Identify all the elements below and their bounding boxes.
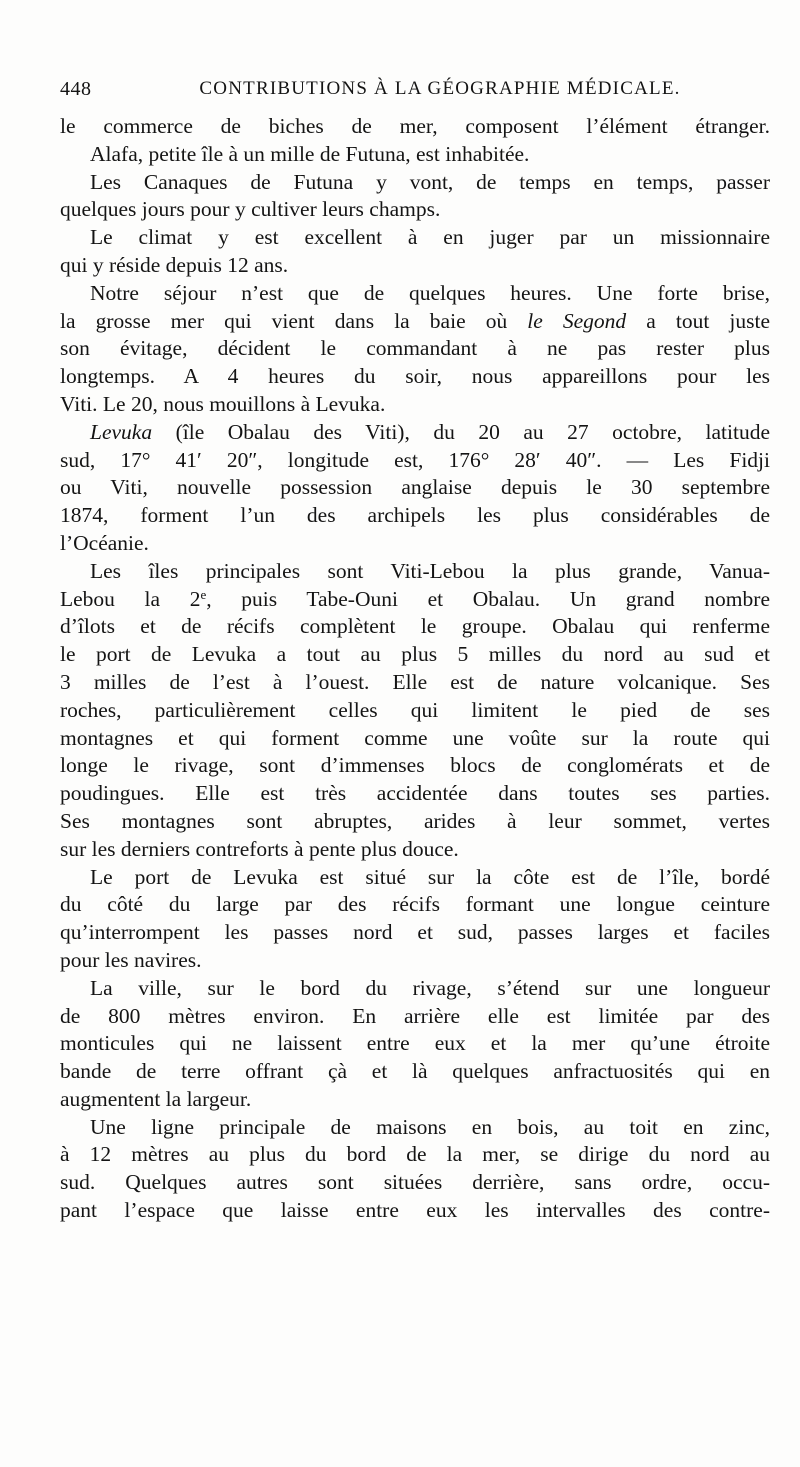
text-run: le commerce de biches de mer, composent l’élément étranger.: [60, 114, 770, 138]
text-run: 1874, forment l’un des archipels les plus considérables de: [60, 503, 770, 528]
text-run: (île Obalau des Viti), du 20 au 27 octobre, latitude: [152, 419, 770, 444]
text-run: Viti. Le 20, nous mouillons à Levuka.: [60, 391, 386, 416]
text-line: [60, 752, 770, 780]
text-run: La ville, sur le bord du rivage, s’étend sur une longueur: [90, 975, 770, 1000]
text-run: d’îlots et de récifs complètent le groupe. Obalau qui renferme: [60, 614, 770, 639]
text-line: [60, 947, 770, 975]
text-run: son évitage, décident le commandant à ne pas rester plus: [60, 336, 770, 361]
text-line: [60, 169, 770, 197]
text-run: Le climat y est excellent à en juger par un missionnaire: [90, 225, 770, 250]
text-line: [60, 474, 770, 502]
text-run: du côté du large par des récifs formant une longue ceinture: [60, 892, 770, 917]
text-line: [60, 725, 770, 753]
text-run: augmentent la largeur.: [60, 1086, 252, 1111]
text-run: a tout juste: [626, 308, 770, 333]
text-run: sud. Quelques autres sont situées derrière, sans ordre, occu-: [60, 1170, 770, 1195]
superscript-text: e: [200, 586, 207, 602]
text-line: [60, 419, 770, 447]
text-line: [60, 1086, 770, 1114]
text-line: [60, 1030, 770, 1058]
text-run: Lebou la 2: [60, 586, 201, 611]
running-title: CONTRIBUTIONS À LA GÉOGRAPHIE MÉDICALE.: [199, 78, 681, 99]
text-line: [60, 280, 770, 308]
text-run: à 12 mètres au plus du bord de la mer, se dirige du nord au: [60, 1142, 770, 1167]
text-run: ou Viti, nouvelle possession anglaise depuis le 30 septembre: [60, 475, 770, 500]
text-run: Notre séjour n’est que de quelques heures. Une forte brise,: [90, 280, 770, 305]
text-line: [60, 613, 770, 641]
italic-text: Levuka: [90, 419, 153, 444]
text-line: [60, 447, 770, 475]
text-line: [60, 891, 770, 919]
text-run: Ses montagnes sont abruptes, arides à leur sommet, vertes: [60, 808, 770, 833]
text-run: montagnes et qui forment comme une voûte sur la route qui: [60, 725, 770, 750]
text-line: [60, 697, 770, 725]
text-line: [60, 141, 770, 169]
text-line: [60, 530, 770, 558]
page-number: 448: [60, 78, 92, 100]
text-line: [60, 919, 770, 947]
text-line: [60, 1003, 770, 1031]
text-run: longtemps. A 4 heures du soir, nous appareillons pour les: [60, 364, 770, 389]
text-run: quelques jours pour y cultiver leurs champs.: [60, 197, 441, 222]
text-line: [60, 558, 770, 586]
text-run: roches, particulièrement celles qui limitent le pied de ses: [60, 697, 770, 722]
text-run: sur les derniers contreforts à pente plus douce.: [60, 836, 459, 861]
text-line: [60, 1114, 770, 1142]
text-run: l’Océanie.: [60, 530, 149, 555]
text-run: la grosse mer qui vient dans la baie où: [60, 308, 528, 333]
text-line: [60, 975, 770, 1003]
text-line: [60, 586, 770, 614]
text-line: [60, 808, 770, 836]
running-head: [60, 78, 770, 102]
text-run: pour les navires.: [60, 947, 202, 972]
text-run: Les Canaques de Futuna y vont, de temps en temps, passer: [90, 169, 770, 194]
text-run: Les îles principales sont Viti-Lebou la plus grande, Vanua-: [90, 558, 770, 583]
text-run: pant l’espace que laisse entre eux les intervalles des contre-: [60, 1198, 770, 1223]
text-line: [60, 864, 770, 892]
text-run: de 800 mètres environ. En arrière elle est limitée par des: [60, 1003, 770, 1028]
text-line: [60, 252, 770, 280]
text-line: [60, 1169, 770, 1197]
italic-text: le Segond: [527, 308, 627, 333]
text-run: Alafa, petite île à un mille de Futuna, est inhabitée.: [90, 141, 530, 166]
text-line: [60, 669, 770, 697]
text-run: 3 milles de l’est à l’ouest. Elle est de nature volcanique. Ses: [60, 669, 770, 694]
text-line: [60, 641, 770, 669]
text-run: monticules qui ne laissent entre eux et la mer qu’une étroite: [60, 1031, 770, 1056]
text-line: [60, 780, 770, 808]
text-run: Le port de Levuka est situé sur la côte est de l’île, bordé: [90, 864, 770, 889]
body-text: [60, 113, 770, 1225]
text-line: [60, 113, 770, 141]
text-line: [60, 1058, 770, 1086]
text-run: longe le rivage, sont d’immenses blocs de conglomérats et de: [60, 753, 770, 778]
text-line: [60, 308, 770, 336]
text-line: [60, 1141, 770, 1169]
text-line: [60, 363, 770, 391]
text-run: bande de terre offrant çà et là quelques anfractuosités qui en: [60, 1059, 770, 1084]
text-run: sud, 17° 41′ 20″, longitude est, 176° 28′ 40″. — Les Fidji: [60, 447, 770, 472]
text-line: [60, 224, 770, 252]
text-run: qu’interrompent les passes nord et sud, passes larges et faciles: [60, 920, 770, 945]
text-run: Une ligne principale de maisons en bois, au toit en zinc,: [90, 1114, 770, 1139]
text-line: [60, 502, 770, 530]
text-run: qui y réside depuis 12 ans.: [60, 252, 289, 277]
text-line: [60, 1197, 770, 1225]
text-line: [60, 196, 770, 224]
text-line: [60, 836, 770, 864]
text-run: le port de Levuka a tout au plus 5 milles du nord au sud et: [60, 642, 770, 667]
text-line: [60, 391, 770, 419]
text-line: [60, 335, 770, 363]
text-run: poudingues. Elle est très accidentée dans toutes ses parties.: [60, 781, 770, 806]
text-run: , puis Tabe-Ouni et Obalau. Un grand nombre: [206, 586, 770, 611]
